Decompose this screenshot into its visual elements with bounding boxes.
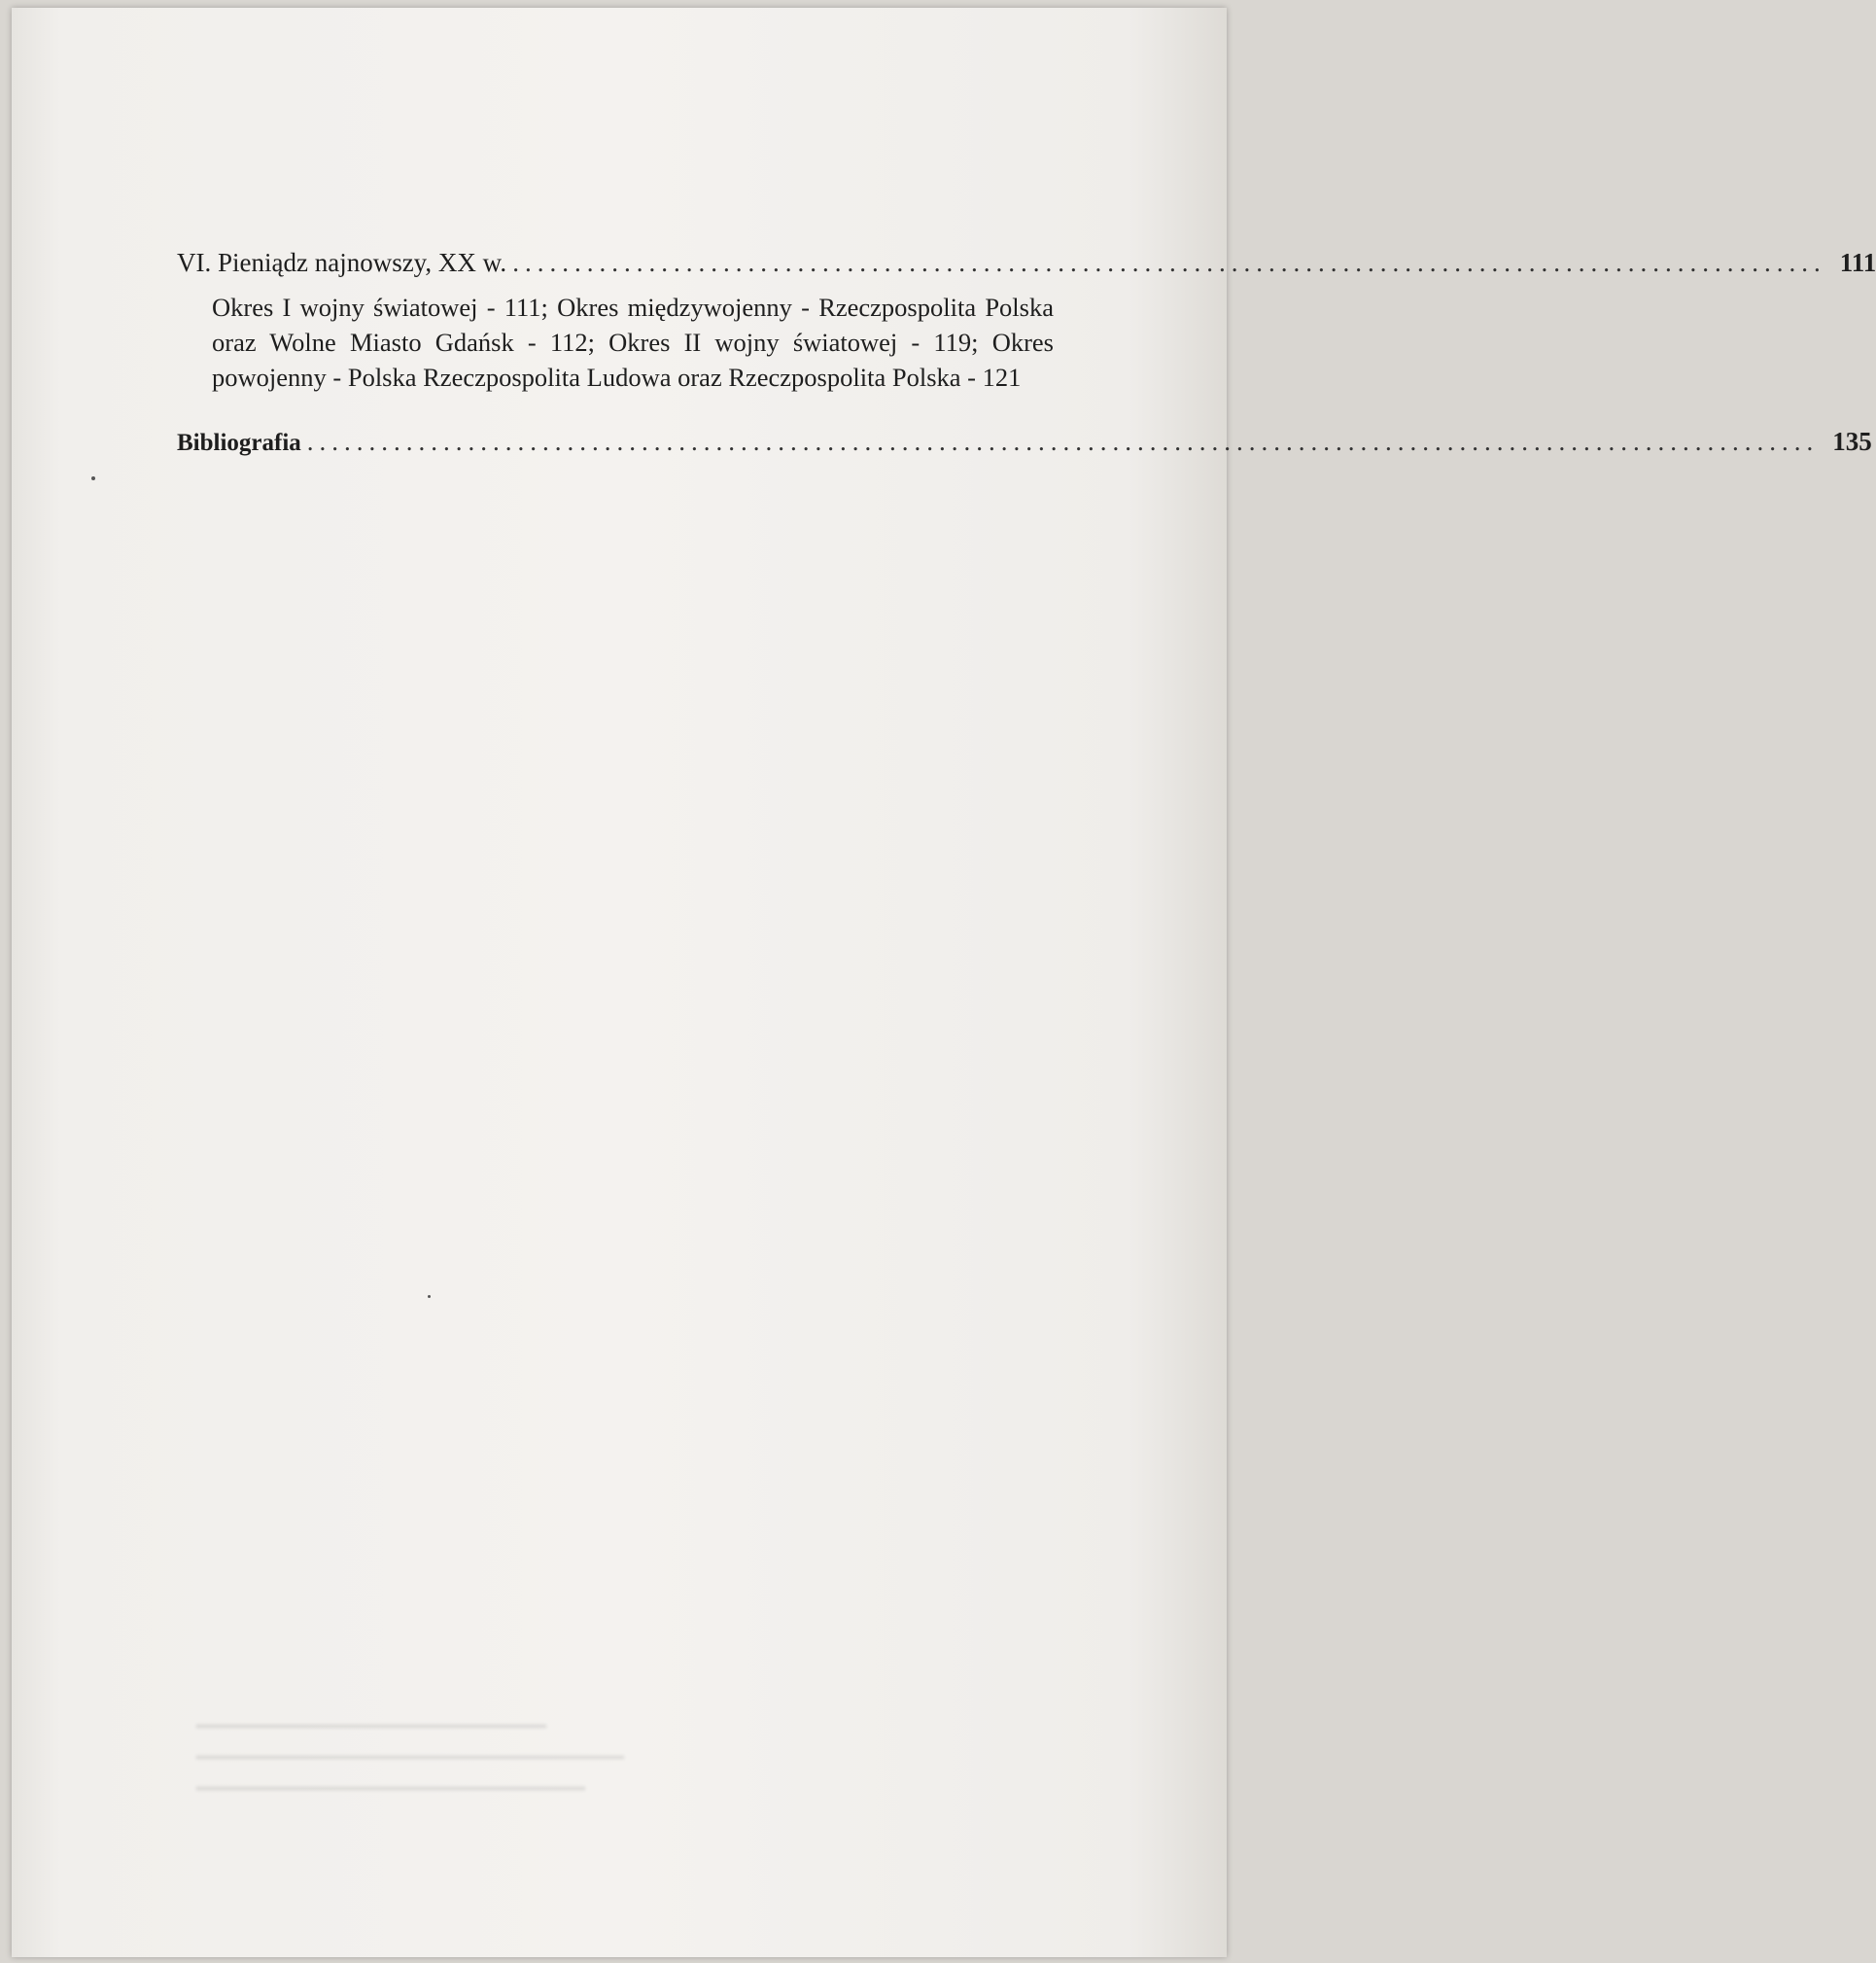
dot-leader: .......................................................................................................................... xyxy=(306,427,1820,456)
chapter-description: Okres I wojny światowej - 111; Okres międzywojenny - Rzeczpospolita Polska oraz Wolne Miasto Gdańsk - 112; Okres II wojny światowej - 119; Okres powojenny - Polska Rzeczpospolita Ludowa oraz Rzeczpospolita Polska - 121 xyxy=(212,293,1054,392)
show-through-text: ▁▁▁▁▁▁▁▁▁▁▁▁▁▁▁▁▁▁▁▁ ▁▁▁▁▁▁▁▁▁▁▁▁▁▁▁▁▁▁▁▁▁▁ ▁▁▁▁▁▁▁▁▁▁▁▁▁▁▁▁▁▁ xyxy=(196,1725,624,1815)
chapter-title: VI. Pieniądz najnowszy, XX w. xyxy=(177,248,507,277)
toc-entry-bibliography[interactable] xyxy=(177,424,1872,461)
book-page xyxy=(12,8,1876,1957)
page-number: 111 xyxy=(1839,248,1876,277)
dust-speck xyxy=(428,1295,431,1298)
dust-speck xyxy=(91,476,95,480)
dot-leader: .......................................................................................................... xyxy=(512,248,1826,277)
table-of-contents xyxy=(177,245,1876,461)
toc-entry-chapter-vi[interactable] xyxy=(177,245,1876,280)
page-number: 135 xyxy=(1832,427,1872,456)
bibliography-title: Bibliografia xyxy=(177,430,301,456)
